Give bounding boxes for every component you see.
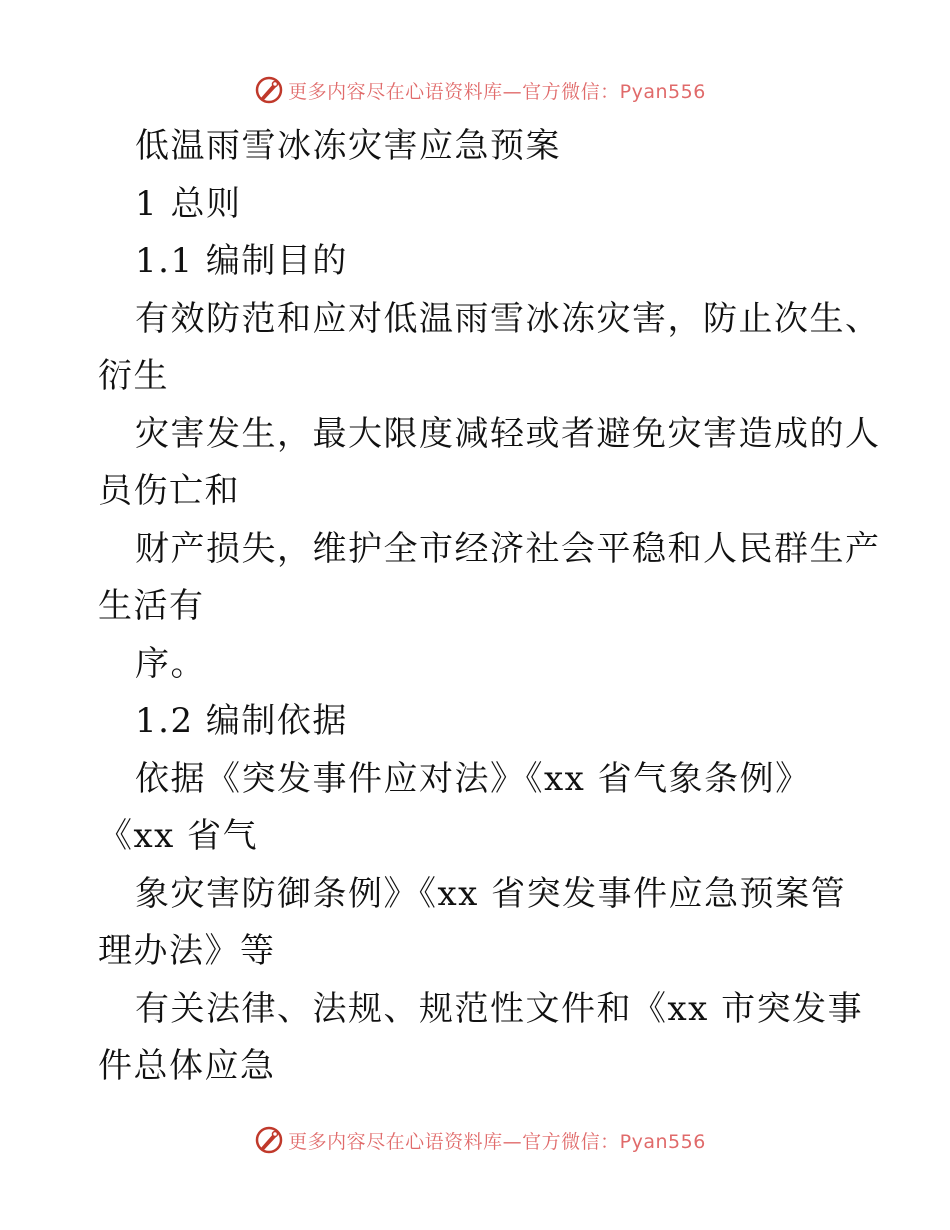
document-line: 序。	[135, 643, 206, 684]
document-line: 依据《突发事件应对法》《xx 省气象条例》	[135, 758, 811, 799]
footer-watermark-banner	[0, 1120, 950, 1160]
document-line: 1.1 编制目的	[135, 241, 348, 281]
document-line: 理办法》等	[98, 931, 276, 971]
document-line: 生活有	[98, 586, 205, 626]
header-watermark-text: 更多内容尽在心语资料库—官方微信：Pyan556	[288, 80, 706, 103]
document-line: 员伤亡和	[98, 471, 240, 511]
pen-logo-icon	[254, 75, 284, 105]
document-line: 1 总则	[135, 183, 242, 224]
document-body	[98, 118, 881, 1096]
document-line: 有关法律、法规、规范性文件和《xx 市突发事	[135, 988, 864, 1029]
document-line: 1.2 编制依据	[135, 701, 348, 741]
pen-logo-icon	[254, 1125, 284, 1155]
document-line: 象灾害防御条例》《xx 省突发事件应急预案管	[135, 873, 847, 914]
document-line: 低温雨雪冰冻灾害应急预案	[135, 126, 561, 166]
header-watermark-banner	[0, 70, 950, 110]
document-line: 件总体应急	[98, 1046, 276, 1086]
document-line: 有效防范和应对低温雨雪冰冻灾害，防止次生、	[135, 298, 881, 339]
footer-watermark-text: 更多内容尽在心语资料库—官方微信：Pyan556	[288, 1130, 706, 1153]
document-line: 衍生	[98, 356, 169, 396]
document-line: 财产损失，维护全市经济社会平稳和人民群生产	[135, 528, 881, 569]
document-line: 《xx 省气	[98, 816, 259, 856]
document-line: 灾害发生，最大限度减轻或者避免灾害造成的人	[135, 413, 881, 454]
